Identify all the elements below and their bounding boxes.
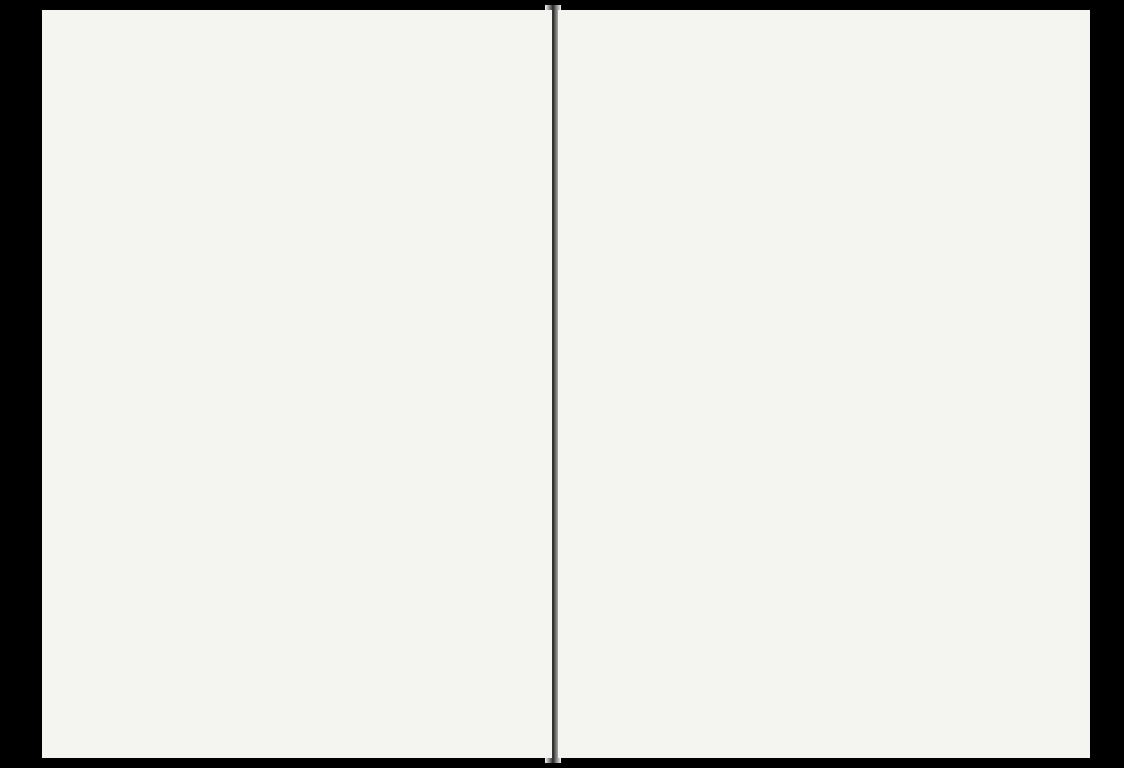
left-page [42, 10, 552, 758]
right-page [558, 10, 1090, 758]
